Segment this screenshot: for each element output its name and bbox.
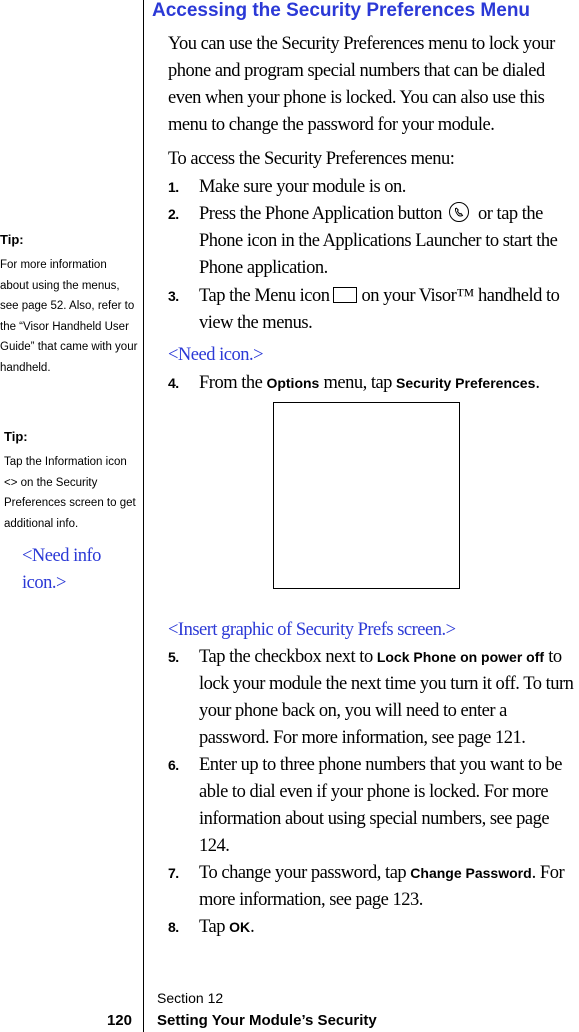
need-info-icon-note: <Need info icon.> <box>22 546 101 593</box>
step-number: 6. <box>168 757 179 773</box>
step-text: on your Visor™ handheld to view the menus. <box>199 286 560 333</box>
need-icon-note: <Need icon.> <box>168 345 264 365</box>
insert-graphic-note: <Insert graphic of Security Prefs screen.> <box>168 620 456 640</box>
tip-info-icon <box>4 429 136 534</box>
step-text: Tap the checkbox next to <box>199 647 373 667</box>
step-number: 1. <box>168 179 179 195</box>
section-heading: Accessing the Security Preferences Menu <box>152 0 531 21</box>
step-number: 2. <box>168 206 179 222</box>
tip-text: Tap the Information icon <> on the Security Preferences screen to get additional info. <box>4 456 136 530</box>
footer-section: Section 12 <box>157 990 224 1006</box>
ui-ok-button: OK <box>229 919 251 935</box>
tip-label: Tip: <box>0 232 24 247</box>
step-text: to lock your module the next time you turn it off. To turn your phone back on, you will need to enter a password. For more information, see page 121. <box>199 647 574 748</box>
step-number: 7. <box>168 865 179 881</box>
lead-paragraph: To access the Security Preferences menu: <box>168 149 455 169</box>
menu-box-icon <box>333 287 357 303</box>
footer-title: Setting Your Module’s Security <box>157 1012 377 1029</box>
step-text: menu, tap <box>323 373 392 393</box>
step-number: 5. <box>168 649 179 665</box>
step-text: or tap the Phone icon in the Applications Launcher to start the Phone application. <box>199 204 558 278</box>
margin-rule <box>143 0 144 1032</box>
step-text: . For more information, see page 123. <box>199 863 565 910</box>
step-text: Tap <box>199 917 225 937</box>
step-text: Enter up to three phone numbers that you want to be able to dial even if your phone is locked. For more information about using special numbers, see page 124. <box>199 755 562 856</box>
tip-text: For more information about using the menus, see page 52. Also, refer to the “Visor Handheld User Guide” that came with your handheld. <box>0 259 138 374</box>
step-number: 3. <box>168 288 179 304</box>
intro-paragraph: You can use the Security Preferences menu to lock your phone and program special numbers that can be dialed even when your phone is locked. You can also use this menu to change the password for your module. <box>168 34 555 135</box>
tip-label: Tip: <box>4 429 28 444</box>
step-number: 8. <box>168 919 179 935</box>
screenshot-placeholder <box>273 402 460 589</box>
step-text: From the <box>199 373 263 393</box>
step-text: Make sure your module is on. <box>199 177 406 197</box>
phone-handset-icon <box>448 201 470 223</box>
ui-lock-phone-option: Lock Phone on power off <box>376 649 545 665</box>
ui-change-password: Change Password <box>410 865 532 881</box>
step-number: 4. <box>168 375 179 391</box>
step-text: Tap the Menu icon <box>199 286 330 306</box>
page-number: 120 <box>106 1012 132 1029</box>
ui-security-preferences: Security Preferences <box>396 375 536 391</box>
ui-options-menu: Options <box>266 375 320 391</box>
tip-menus <box>0 232 138 378</box>
step-text: Press the Phone Application button <box>199 204 443 224</box>
step-text: To change your password, tap <box>199 863 407 883</box>
